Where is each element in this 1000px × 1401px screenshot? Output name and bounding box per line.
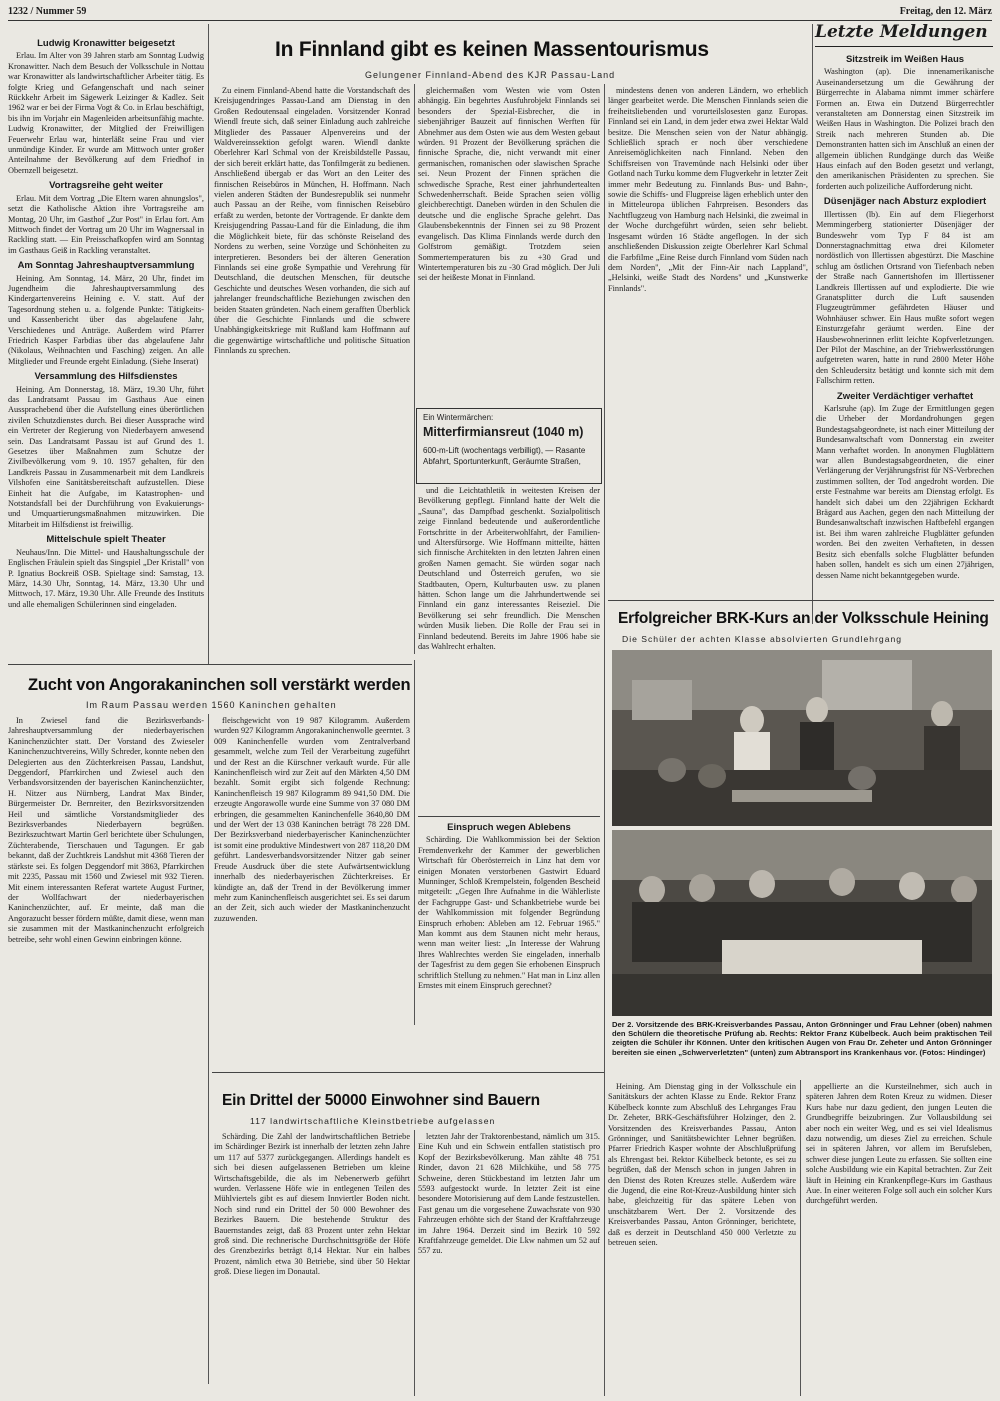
article-heading: Ludwig Kronawitter beigesetzt xyxy=(37,38,175,49)
header-rule xyxy=(8,20,992,21)
article-text: Schärding. Die Wahlkommission bei der Sektion Fremdenverkehr der Kammer der gewerblichen Wirtschaft für Oberösterreich in Linz hat dem vor einigen Monaten verstorbenen Gastwirt Eduard Munninger, Schloß Krempelstein, folgenden Bescheid mitgeteilt: „Gegen Ihre Aufnahme in die Wählerliste der Fachgruppe Gast- und Schankbetriebe wurde bei der Wahlkommission mit folgender Begründung Einspruch erhoben: Ableben am 12. Februar 1965." Man kommt aus dem Staunen nicht mehr heraus, wenn man weiter liest: „In Interesse der Wahrung Ihres Wahlrechtes werden Sie eingeladen, innerhalb der Tagesfrist zu dem gegen Sie erhobenen Einspruch schriftlich Stellung zu nehmen." Hat man in Linz allen Ernstes mit einem Einspruch gerechnet? xyxy=(418,835,600,991)
drittel-column-1 xyxy=(214,1132,410,1396)
article-heading: Einspruch wegen Ablebens xyxy=(447,822,571,833)
drittel-headline: Ein Drittel der 50000 Einwohner sind Bauern xyxy=(222,1092,540,1109)
article-heading: Am Sonntag Jahreshauptversammlung xyxy=(17,260,195,272)
finnland-column-1 xyxy=(214,86,410,654)
article-text: fleischgewicht von 19 987 Kilogramm. Außerdem wurden 927 Kilogramm Angorakaninchenwolle geerntet. 3 009 Kaninchenfelle wurden vom Zentralverband gesammelt, welche zum Teil der Verarbeitung zugeführt und der Rest an die Kürschner verkauft wurde. Für alle Kaninchenfleisch wird zur Zeit auf den Märkten 4,50 DM bezahlt. Somit ergibt sich folgende Rechnung: Kaninchenfleisch 19 987 Kilogramm 89 941,50 DM. Die erzeugte Angorawolle wurde eine Summe von 37 080 DM erbringen, die gesammelten Kaninchenfelle 3640,80 DM und der Wert der 13 038 Kaninchen beträgt 78 228 DM. Der Bezirksverband niederbayerischer Kaninchenzüchter ist somit eine produktive Mindestwert von 287 118,20 DM geführt. Landesverbandsvorsitzender Nitzer gab seiner Freude Ausdruck über die stete Aufwärtsentwicklung innerhalb des niederbayerischen Züchterkreises. Er kündigte an, daß der Trend in der Bevölkerung immer mehr zum Kaninchenfleisch ausgerichtet sei. Es sei darum an der Zeit, sich auch wieder der Mastkaninchenzucht zuzuwenden. xyxy=(214,716,410,923)
article-text: Heining. Am Sonntag, 14. März, 20 Uhr, findet im Jugendheim die Jahreshauptversammlung des Kindergartenvereins Heining e. V. statt. Auf der Tagesordnung stehen u. a. folgende Punkte: Tätigkeits- und Kassenbericht über das abgelaufene Jahr, Verschiedenes und Anträge. Außerdem wird Pfarrer Friedrich Kasper Farbdias über das abgelaufene Jahr (Nikolaus, Weihnachten und Fasching) zeigen. An alle Mitglieder und Freunde ergeht Einladung. (Siehe Inserat) xyxy=(8,273,204,366)
brk-column-1 xyxy=(608,1082,796,1396)
ad-place: Mitterfirmiansreut (1040 m) xyxy=(423,425,584,439)
brk-headline: Erfolgreicher BRK-Kurs an der Volksschule Heining xyxy=(618,610,989,627)
article-text: mindestens denen von anderen Ländern, wo erheblich länger gearbeitet werde. Die Menschen Finnlands seien die freiheitsliebenden und vorurteilslosesten ganz Europas. Finnland sei ein Land, in dem jeder etwa zwei Hektar Wald besitze. Die Menschen seien von der Natur abhängig. Schließlich sprach er noch über verschiedene Anreisemöglichkeiten nach Finnland. Neben den Schiffsreisen von Travemünde nach Helsinki oder über Gotland nach Turku komme dem Flugverkehr in letzter Zeit immer mehr Bedeutung zu. Finnlands Bus- und Bahn-, sowie die Schiffs- und Flugpreise lägen erheblich unter den in Mitteleuropa üblichen Fahrpreisen. Besonders das Nachtflugzeug von Hamburg nach Helsinki, die zweimal in der Woche durchgeführt würden, seien sehr beliebt. Insgesamt würden 16 Städte angeflogen. In der sich anschließenden Diskussion zeigte Oberlehrer Karl Schmal die Farbfilme „Eine Reise durch Finnland vom Süden nach dem Norden", „Mit der Finn-Air nach Lappland", „Helsinki, weiße Stadt des Nordens" und „Kunstwerke Finnlands". xyxy=(608,86,808,293)
section-rule xyxy=(418,816,600,817)
section-rule xyxy=(8,664,412,665)
finnland-subheadline: Gelungener Finnland-Abend des KJR Passau-Land xyxy=(365,70,616,80)
article-text: Erlau. Im Alter von 39 Jahren starb am Sonntag Ludwig Kronawitter. Nach dem Besuch der Volksschule in Nottau war Kronawitter als landwirtschaftlicher Arbeiter tätig. Es folgte Krieg und Gefangenschaft und nach seiner Rückkehr Arbeit im Sägewerk Leizinger & Kadlez. Seit 1962 war er bei der Firma Vogt & Co. in Erlau beschäftigt, bis ihn im Vorjahr ein Magenleiden arbeitsunfähig machte. Ludwig Kronawitter, der Mitglied der Freiwilligen Feuerwehr Erlau war, hinterläßt seine Frau und vier unmündige Kinder. Er wurde am Mittwoch unter großer Anteilnahme der Bevölkerung auf dem Friedhof in Obernzell beigesetzt. xyxy=(8,51,204,175)
article-heading: Düsenjäger nach Absturz explodiert xyxy=(823,196,987,208)
column-divider xyxy=(812,24,813,624)
article-text: Karlsruhe (ap). Im Zuge der Ermittlungen gegen die Urheber der Mordandrohungen gegen Bundestagsabgeordnete, ist nach einer Mitteilung der Bundesanwaltschaft vom Donnerstag ein zweiter Mann verhaftet worden. In anonymen Flugblättern war allen Bundestagsabgeordneten, die einer Verlängerung der Verjährungsfrist für NS-Verbrechen zustimmen sollten, der Tod angedroht worden. Die erste Festnahme war bereits am Dienstag erfolgt. Es handelt sich dabei um den 22jährigen Eckhardt Brägard aus Aachen, gegen den nach Mitteilung der Bundesanwaltschaft inzwischen Haftbefehl ergangen ist. Bei ihm waren zahlreiche Flugblätter gefunden worden. Bei den zweiten Verhafteten, in dessen Besitz sich ebenfalls solche Flugblätter befunden haben sollen, handelt es sich um einen 27jährigen, dessen Name nicht bekanntgegeben wurde. xyxy=(816,404,994,580)
brk-subheadline: Die Schüler der achten Klasse absolvierten Grundlehrgang xyxy=(622,634,903,644)
angora-column-1 xyxy=(8,716,204,1396)
latest-news-title: Letzte Meldungen xyxy=(815,22,988,42)
drittel-subheadline: 117 landwirtschaftliche Kleinstbetriebe aufgelassen xyxy=(250,1116,496,1126)
column-divider xyxy=(604,600,605,1396)
article-text: Neuhaus/Inn. Die Mittel- und Haushaltungsschule der Englischen Fräulein spielt das Singspiel „Der Kristall" von P. Ignatius Bockreiß OSB. Spieltage sind: Samstag, 13. März, 14.30 Uhr, Sonntag, 14. März, 13.30 Uhr und Mittwoch, 17. März, 19.30 Uhr. Alle Freunde des Instituts und alle ehemaligen Schülerinnen sind eingeladen. xyxy=(8,547,204,609)
finnland-continuation xyxy=(418,486,600,814)
ski-ad-box xyxy=(416,408,602,484)
column-divider xyxy=(414,660,415,1025)
article-text: letzten Jahr der Traktorenbestand, nämlich um 315. Eine Kuh und ein Schwein entfallen statistisch pro Kopf der Bezirksbevölkerung. Man zählte 48 751 Rinder, davon 21 628 Milchkühe, und 58 775 Schweine, deren Stückbestand im letzten Jahr um 5593 aufgestockt wurde. In letzter Zeit ist eine besondere Motorisierung auf dem Lande festzustellen. Fast genau um die vorgesehene Zuwachsrate von 930 Fahrzeugen erhöhte sich der Stand der Kraftfahrzeuge im Jahre 1964. Derzeit sind im Bezirk 10 592 Kraftfahrzeuge gemeldet. Die Lkw nahmen um 52 auf 557 zu. xyxy=(418,1132,600,1256)
latest-news-column xyxy=(816,50,994,608)
column-local-news xyxy=(8,34,204,648)
article-heading: Mittelschule spielt Theater xyxy=(46,534,166,546)
column-divider xyxy=(800,1080,801,1396)
angora-subheadline: Im Raum Passau werden 1560 Kaninchen gehalten xyxy=(86,700,337,710)
photo-caption: Der 2. Vorsitzende des BRK-Kreisverbandes Passau, Anton Grönninger und Frau Lehner (oben) nahmen den Schülern die theoretische Prüfung ab. Rechts: Rektor Franz Kübelbeck. Auch beim praktischen Teil zeigten die Schüler ihr Können. Unter den kritischen Augen von Frau Dr. Zeheter und Anton Grönninger bereiten sie einen „Schwerverletzten" (unten) zum Abtransport ins Krankenhaus vor. (Fotos: Hindinger) xyxy=(612,1020,992,1057)
section-rule xyxy=(608,600,994,601)
article-heading: Versammlung des Hilfsdienstes xyxy=(34,371,178,383)
drittel-column-2 xyxy=(418,1132,600,1396)
article-text: appellierte an die Kursteilnehmer, sich auch in späteren Jahren dem Roten Kreuz zu widmen. Dieser Kurs habe nur dazu gedient, den jungen Leuten die Grundbegriffe beizubringen. Zur Vollausbildung sei aber noch ein weiter Weg, und es sei viel Idealismus dazu notwendig, um dieses Ziel zu erreichen. Schule sei in späteren Jahren, vor allem im Berufsleben, schwer diese jungen Leute zu erfassen. Sie sollten eine solche Ausbildung wie ein Kapital betrachten. Zur Zeit läuft in Heining ein Krankenpflege-Kurs im Gasthaus Aue. In einer weiteren Folge soll auch ein solcher Kurs durchgeführt werden. xyxy=(806,1082,992,1206)
article-text: In Zwiesel fand die Bezirksverbands-Jahreshauptversammlung der niederbayerischen Kaninchenzüchter statt. Der Vorstand des Zwieseler Kaninchenzuchtvereins, Willy Schreder, konnte neben den Delegierten aus den Züchterkreisen Passau, Landshut, Deggendorf, Pfarrkirchen und Zwiesel auch den Verbandsvorsitzenden der bayerischen Kaninchenzüchter, H. Nitzer aus Nürnberg, Landrat Max Binder, Bürgermeister Dr. Bernreiter, den Bezirksvorsitzenden Heil und sämtliche Vorstandsmitglieder des Bezirksverbandes Niederbayern begrüßen. Bezirkszuchtwart Martin Gerl berichtete über Schulungen, Züchterabende, Tierschauen und Tagungen. Er gab bekannt, daß der Zuchtkreis Landshut mit 4368 Tieren der stärkste sei. Es folgen Deggendorf mit 3863, Pfarrkirchen mit 2235, Passau mit 1560 und Zwiesel mit 932 Tieren. Mit einem interessanten Referat wartete August Furtner, der Wollfachwart der niederbayerischen Kaninchenzüchter, auf. Er meinte, daß man die Angorazucht besser fördern müßte, damit diese, wenn man sie zusammen mit der Mastkaninchenzucht erfolgreich betreibe, sehr wohl einen Gewinn einbringen könne. xyxy=(8,716,204,944)
einspruch-article xyxy=(418,818,600,1028)
classroom-photo xyxy=(612,650,992,826)
column-divider xyxy=(414,1130,415,1396)
article-heading: Zweiter Verdächtiger verhaftet xyxy=(836,390,974,402)
article-text: Erlau. Mit dem Vortrag „Die Eltern waren ahnungslos", setzt die Katholische Aktion ihre Vortragsreihe am Montag, 20 Uhr, im Gasthof „Zur Post" in Erlau fort. Am Mittwoch findet der Vortrag um 20 Uhr im Wagnersaal in Rackling statt. — Ein Preisschafkopfen wird am Sonntag im Gasthaus Geiß in Rackling veranstaltet. xyxy=(8,193,204,255)
column-divider xyxy=(604,84,605,604)
angora-column-2 xyxy=(214,716,410,1068)
article-text: Schärding. Die Zahl der landwirtschaftlichen Betriebe im Schärdinger Bezirk ist innerhalb der letzten zehn Jahre um 117 auf 5377 zurückgegangen. Allerdings handelt es sich bei diesen aufgelassenen Betrieben um kleine Wirtschaftsgebilde, die als im Nebenerwerb geführt wurden. Verlassene Höfe wie in entlegenen Teilen des Mühlviertels gibt es auf diesem Innviertler Boden nicht. Noch sind rund ein Drittel der 50 000 Bewohner des Bezirkes Bauern. Die bestehende Struktur des Bauernstandes zeigt, daß 83 Prozent unter zehn Hektar groß sind. Die rechnerische Durchschnittsgröße der Höfe des Grenzbezirks beträgt 8,14 Hektar. Nur ein halbes Prozent, nämlich etwa 30 Betriebe, sind über 50 Hektar groß. Diese liegen im Donautal. xyxy=(214,1132,410,1277)
article-heading: Sitzstreik im Weißen Haus xyxy=(845,54,965,65)
article-text: Illertissen (lb). Ein auf dem Fliegerhorst Memmingerberg stationierter Düsenjäger der Bundeswehr vom Typ F 84 ist am Donnerstagnachmittag etwa drei Kilometer nordöstlich von Illertissen abgestürzt. Die Maschine schlug am östlichen Ortsrand von Tiefenbach neben der Straße nach Gannertshofen im Illertissener Landkreis Illertissen auf und explodierte. Die wie Granatsplitter durch die Luft sausenden Flugzeugtrümmer gefährdeten Häuser und Wohnhäuser schwer. Ein Haus mußte sofort wegen Einsturzgefahr geräumt werden. Eine der Hausbewohnerinnen erlitt leichte Kopfverletzungen. Der Pilot der Maschine, an der Triebwerksstörungen aufgetreten waren, hatte in rund 2800 Meter Höhe den Schleudersitz betätigt und konnte sich mit dem Fallschirm retten. xyxy=(816,209,994,386)
page-number: 1232 / Nummer 59 xyxy=(8,6,87,17)
ad-text: 600-m-Lift (wochentags verbilligt), — Rasante Abfahrt, Sportunterkunft, Geräumte Straßen, xyxy=(423,446,586,466)
latest-news-banner xyxy=(815,22,993,47)
article-text: Zu einem Finnland-Abend hatte die Vorstandschaft des Kreisjugendringes Passau-Land am Dienstag in den Großen Redoutensaal eingeladen. Vorsitzender Konrad Wiendl freute sich, daß seiner Einladung auch zahlreiche Mitglieder des Passauer Alpenvereins und der Waldvereinssektion gefolgt waren. Wiendl dankte Oberlehrer Karl Schmal von der Kreisbildstelle Passau, der sich bereit erklärt hatte, das Tonfilmgerät zu bedienen. Anschließend übergab er das Wort an den Leiter des finnischen Reisebüros in München, H. Hoffmann. Nach vielen anderen Städten der Bundesrepublik sei nunmehr auch Passau an der Reihe, vom finnischen Reisebüro erfaßt zu werden, betonte der Vortragende. Er dankte dem Kreisjugendring Passau-Land für die Einladung, die ihm die Möglichkeit biete, für das schönste Reiseland des Nordens zu werben, seine Vorzüge und Schönheiten zu interpretieren. Besonders bei der älteren Generation Finnlands sei eine große Sympathie und Verehrung für Deutschland, die deutschen Menschen, für deutsche Geschichte und deutsches Wesen vorhanden, die sich auf jahrelanger freundschaftliche Beziehungen zwischen den beiden Staaten gründeten. Nach einem gerafften Überblick über die Geschichte Finnlands und die schwere Unabhängigkeitskriege mit Rußland kam Hoffmann auf die gegenwärtige wirtschaftliche und politische Situation Finnlands zu sprechen. xyxy=(214,86,410,356)
article-text: gleichermaßen vom Westen wie vom Osten abhängig. Ein begehrtes Ausfuhrobjekt Finnlands sei besonders der Spezial-Eisbrecher, die in siebenjähriger Bauzeit auf finnischen Werften für Abnehmer aus dem Osten wie aus dem Westen gebaut würden. 91 Prozent der Bevölkerung sprächen die finnische Sprache, die, nicht verwandt mit einer germanischen, romanischen oder slawischen Sprache sei. Neun Prozent der Finnen sprächen die schwedische Sprache, Rest einer jahrhundertealten Schwedenherrschaft. Beide Sprachen seien völlig gleichberechtigt. Daneben würden in den Schulen die deutsche und die englische Sprache gelehrt. Das Glaubensbekenntnis der Finnen sei zu 98 Prozent evangelisch. Das Klima Finnlands werde durch den Golfstrom gemäßigt. Trotzdem seien Sommertemperaturen bis zu +30 Grad und Wintertemperaturen bis zu -30 Grad möglich. Der Juli sei der heißeste Monat in Finnland. xyxy=(418,86,600,283)
column-divider xyxy=(208,24,209,664)
article-text: Heining. Am Donnerstag, 18. März, 19.30 Uhr, führt das Landratsamt Passau im Gasthaus Aue einen Aussprachebend über die Aufstellung eines überörtlichen zivilen Schutzdienstes durch. Bei dieser Aussprache wird ein Vertreter der Regierung von Niederbayern anwesend sein. Das Landratsamt Passau ist auf Grund des 1. Gesetzes über Maßnahmen zum Schutze der Zivilbevölkerung vom 9. 10. 1957 gehalten, für den Landkreis Passau in Zusammenarbeit mit dem Landkreis Vilshofen eine Sanitätsbereitschaft aufzustellen. Diese Einheit hat die Aufgabe, im Katastrophen- und Notstandsfall bei der Durchführung von Evakuierungs- und Umquartierungsmaßnahmen mitzuwirken. Die Mitarbeit im Hilfsdienst ist freiwillig. xyxy=(8,384,204,529)
section-rule xyxy=(212,1072,604,1073)
finnland-column-3 xyxy=(608,86,808,602)
article-text: Heining. Am Dienstag ging in der Volksschule ein Sanitätskurs der achten Klasse zu Ende. Rektor Franz Kübelbeck konnte zum Abschluß des Lehrganges Frau Dr. Zeheter, BRK-Geschäftsführer Holzinger, den 2. Vorsitzenden des Kreisverbandes Passau, Anton Grönninger, und Sanitätsbewichter Lehner begrüßen. Pfarrer Friedrich Kasper wohnte der Abschlußprüfung als Ehrengast bei. Rektor Kübelbeck betonte, es sei zu begrüßen, daß der Mensch schon in jungen Jahren in den Dienst des Roten Kreuzes stelle. Außerdem wäre die Jugend, die eine Rot-Kreuz-Ausbildung hinter sich habe, gleichzeitig für das spätere Leben von unschätzbarem Wert. Der 2. Vorsitzende des Kreisverbandes Passau, Anton Grönninger, berichtete, daß es derzeit in Deutschland 450 000 Verletzte zu betreuen seien. xyxy=(608,1082,796,1248)
brk-column-2 xyxy=(806,1082,992,1396)
finnland-headline: In Finnland gibt es keinen Massentourismus xyxy=(275,38,709,61)
article-text: Washington (ap). Die innenamerikanische Auseinandersetzung um die Gewährung der Bürgerrechte in Alabama nimmt immer schärfere Formen an. Etwa ein Dutzend Bürgerrechtler veranstalteten am Donnerstag einen Sitzstreik im Weißen Haus in Washington. Die Polizei brach den Streik nach mehreren Stunden ab. Die Demonstranten hatten sich im Anschluß an einen der allgemein üblichen Rundgänge durch das Weiße Haus einfach auf den Boden gesetzt und verlangt, den amerikanischen Präsidenten zu sprechen. Sie forderten auch polizeiliche Aufforderung nicht. xyxy=(816,67,994,191)
ad-intro: Ein Wintermärchen: xyxy=(423,413,494,422)
article-heading: Vortragsreihe geht weiter xyxy=(49,180,163,192)
angora-headline: Zucht von Angorakaninchen soll verstärkt werden xyxy=(28,676,411,694)
column-divider xyxy=(208,714,209,1384)
page-date: Freitag, den 12. März xyxy=(899,6,992,17)
article-text: und die Leichtathletik in weitesten Kreisen der Bevölkerung gepflegt. Finnland hatte der Welt die „Sauna", das Dampfbad geschenkt. Sozialpolitisch zeige Finnland bedeutende und außerordentliche Fortschritte in der Arbeiterwohlfahrt, der Familien- und Altersfürsorge. Wie Hoffmann mitteilte, hätten sich finnische Architekten in den letzten Jahren einen großen Namen gemacht. Sie würden sogar nach Deutschland und Österreich gerufen, wo sie Stadtbauten, Opern, Kulturbauten usw. zu planen hätten. Schon lange um die Jahrhundertwende sei Finnland ein ganz interessantes Reiseziel. Die Bevölkerung sei sehr freundlich. Die Menschen würden Musik lieben. Die Rolle der Frau sei in Finnland bedeutend. Bereits im Jahre 1906 habe sie das Wahlrecht erhalten. xyxy=(418,486,600,652)
column-divider xyxy=(414,84,415,654)
first-aid-photo xyxy=(612,830,992,1016)
